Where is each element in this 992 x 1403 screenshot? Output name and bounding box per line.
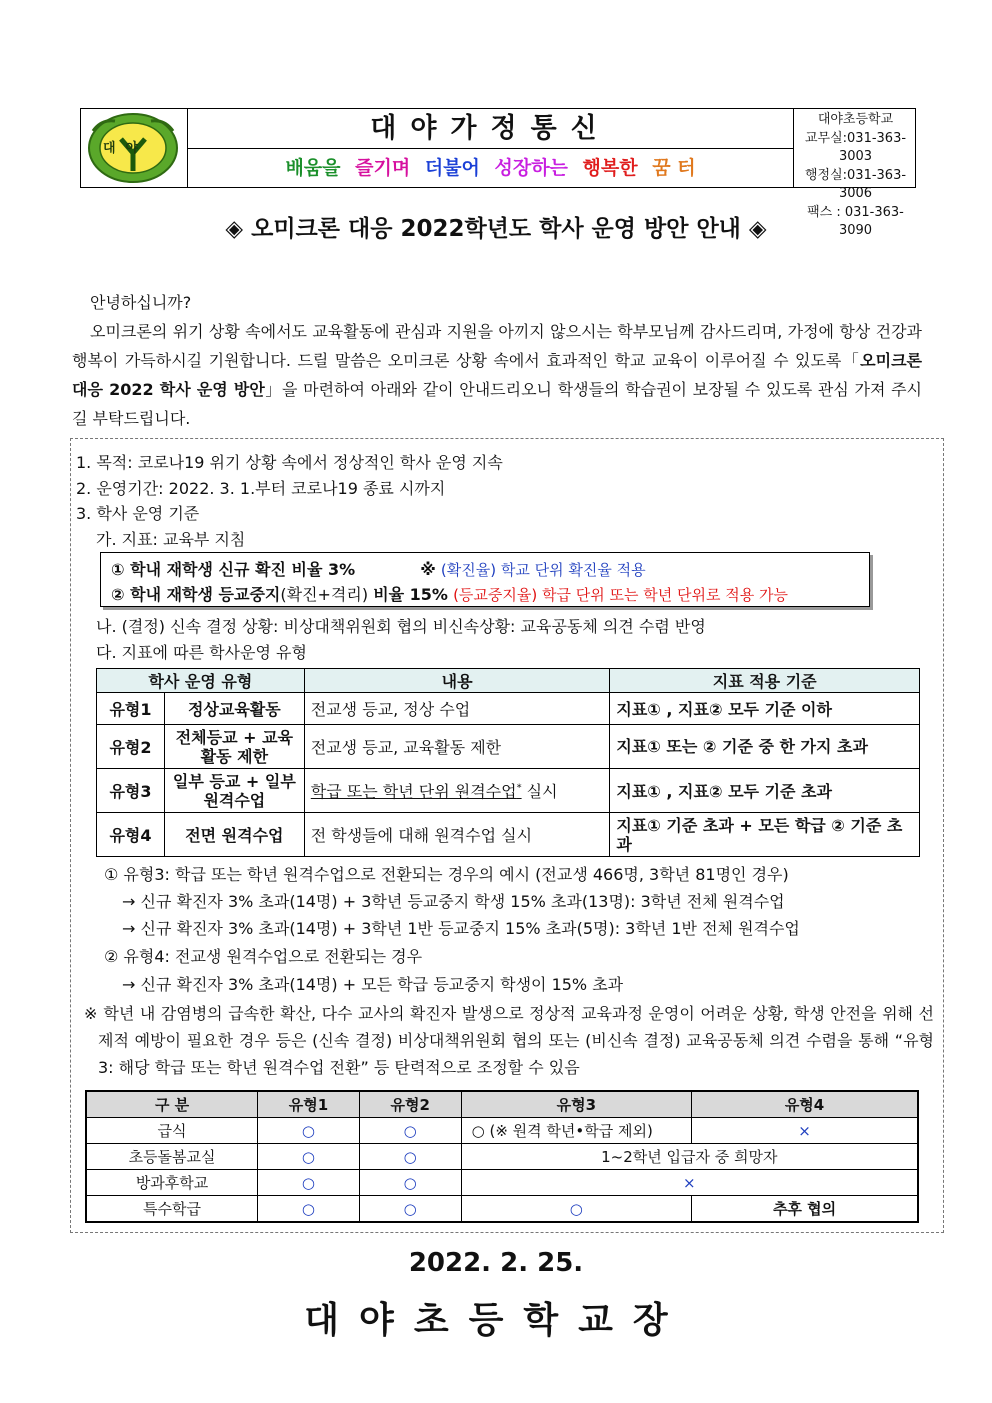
type-title: 다. 지표에 따른 학사운영 유형: [96, 643, 307, 662]
unavailable-mark: ×: [692, 1118, 918, 1144]
available-mark: ○: [359, 1118, 461, 1144]
header-category: 구 분: [86, 1091, 258, 1118]
school-name: 대야초등학교: [817, 112, 894, 127]
logo-text: 대야: [103, 141, 149, 156]
available-mark: ○: [461, 1196, 691, 1223]
purpose-line: 1. 목적: 코로나19 위기 상황 속에서 정상적인 학사 운영 지속: [76, 453, 503, 472]
type-table: [96, 668, 920, 857]
indicator-2-paren: (확진+격리): [280, 585, 369, 604]
example-1a: → 신규 확진자 3% 초과(14명) + 3학년 등교중지 학생 15% 초과(13명): 3학년 전체 원격수업: [122, 892, 785, 911]
adjustment-note: ※ 학년 내 감염병의 급속한 확산, 다수 교사의 확진자 발생으로 정상적 교육과정 운영이 어려운 상황, 학생 안전을 위해 선제적 예방이 필요한 경우 등은 (신속 결정) 비상대책위원회 협의 또는 (비신속 결정) 교육공동체 의견 수렴을 통해 “유형3: 해당 학급 또는 학년 원격수업 전환” 등 탄력적으로 조정할 수 있음: [84, 1004, 934, 1077]
type-criteria: 지표① , 지표② 모두 기준 이하: [610, 693, 920, 725]
header-type2: 유형2: [359, 1091, 461, 1118]
intro-body-bold: 오미크론 대응 2022 학사 운영 방안: [72, 351, 922, 399]
type-content: 전교생 등교, 교육활동 제한: [304, 725, 610, 769]
available-mark: ○: [359, 1196, 461, 1223]
intro-paragraph: [72, 288, 922, 433]
table-row: [86, 1196, 918, 1223]
header-criteria: 지표 적용 기준: [610, 669, 920, 693]
indicator-2-main-b: 비율 15%: [373, 585, 448, 604]
table-row: [86, 1118, 918, 1144]
period-line: 2. 운영기간: 2022. 3. 1.부터 코로나19 종료 시까지: [76, 479, 446, 498]
table-row: [97, 813, 920, 857]
type-id: 유형1: [97, 693, 165, 725]
contact-fax: 팩스 : 031-363-3090: [807, 204, 904, 238]
service-label: 방과후학교: [86, 1170, 258, 1196]
type-name: 일부 등교 + 일부 원격수업: [164, 769, 304, 813]
example-2: ② 유형4: 전교생 원격수업으로 전환되는 경우: [104, 947, 423, 966]
service-label: 특수학급: [86, 1196, 258, 1223]
type-content-mark: *: [516, 782, 522, 794]
intro-body-end: 」을 마련하여 아래와 같이 안내드리오니 학생들의 학습권이 보장될 수 있도록 관심 가져 주시길 부탁드립니다.: [72, 380, 922, 428]
criteria-line: 3. 학사 운영 기준: [76, 504, 200, 523]
slogan-word: 행복한: [582, 157, 638, 179]
table-row: [86, 1144, 918, 1170]
type-content: 전교생 등교, 정상 수업: [304, 693, 610, 725]
school-contact: [794, 109, 917, 238]
indicator-2-note: (등교중지율) 학급 단위 또는 학년 단위로 적용 가능: [453, 586, 788, 604]
greeting: 안녕하십니까?: [90, 293, 192, 312]
type-content: [304, 769, 610, 813]
type-name: 정상교육활동: [164, 693, 304, 725]
indicator-2-main-a: ② 학내 재학생 등교중지: [111, 585, 281, 604]
type-criteria: 지표① 또는 ② 기준 중 한 가지 초과: [610, 725, 920, 769]
intro-body: [72, 317, 922, 433]
type-criteria: 지표① 기준 초과 + 모든 학급 ② 기준 초과: [610, 813, 920, 857]
available-mark: ○: [359, 1144, 461, 1170]
type-table-header: [97, 669, 920, 693]
table-row: [86, 1170, 918, 1196]
type-content-tail: 실시: [521, 782, 558, 801]
available-mark: ○: [258, 1118, 360, 1144]
special-type4: 추후 협의: [692, 1196, 918, 1223]
example-2a: → 신규 확진자 3% 초과(14명) + 모든 학급 등교중지 학생이 15% 초과: [122, 975, 624, 994]
document-title: ◈ 오미크론 대응 2022학년도 학사 운영 방안 안내 ◈: [225, 216, 767, 242]
type-criteria: 지표① , 지표② 모두 기준 초과: [610, 769, 920, 813]
indicator-2: [111, 582, 788, 605]
available-mark: ○: [258, 1144, 360, 1170]
table-row: [97, 693, 920, 725]
header-type3: 유형3: [461, 1091, 691, 1118]
header-content: 내용: [304, 669, 610, 693]
school-logo: [81, 109, 188, 187]
unavailable-mark: ×: [461, 1170, 918, 1196]
service-table-header: [86, 1091, 918, 1118]
indicator-1-main: ① 학내 재학생 신규 확진 비율 3%: [111, 560, 356, 579]
type-content-underlined: [311, 782, 522, 801]
table-row: [97, 769, 920, 813]
indicator-1-note: (확진율) 학교 단위 확진율 적용: [440, 561, 646, 579]
type-id: 유형3: [97, 769, 165, 813]
principal-signature: 대야초등학교장: [304, 1300, 688, 1341]
header-center: [188, 109, 794, 187]
type-name: 전체등교 + 교육활동 제한: [164, 725, 304, 769]
slogan-word: 더불어: [424, 157, 480, 179]
intro-body-start: 오미크론의 위기 상황 속에서도 교육활동에 관심과 지원을 아끼지 않으시는 학부모님께 감사드리며, 가정에 항상 건강과 행복이 가득하시길 기원합니다. 드릴 말씀은 오미크론 상황 속에서 효과적인 학교 교육이 이루어질 수 있도록「: [72, 322, 922, 370]
meal-type3: ○ (※ 원격 학년•학급 제외): [461, 1118, 691, 1144]
type-content: 전 학생들에 대해 원격수업 실시: [304, 813, 610, 857]
available-mark: ○: [258, 1196, 360, 1223]
slogan-word: 배움을: [285, 157, 341, 179]
available-mark: ○: [258, 1170, 360, 1196]
contact-admin: 행정실:031-363-3006: [804, 167, 907, 201]
example-1: ① 유형3: 학급 또는 학년 원격수업으로 전환되는 경우의 예시 (전교생 466명, 3학년 81명인 경우): [104, 865, 789, 884]
decision-line: 나. (결정) 신속 결정 상황: 비상대책위원회 협의 비신속상황: 교육공동체 의견 수렴 반영: [96, 617, 706, 636]
slogan-word: 꿈 터: [652, 157, 696, 179]
header-type: 학사 운영 유형: [97, 669, 305, 693]
school-slogan: [188, 149, 793, 189]
table-row: [97, 725, 920, 769]
indicator-1-note-mark: ※: [420, 560, 436, 579]
header-type1: 유형1: [258, 1091, 360, 1118]
indicator-box: [100, 552, 870, 607]
slogan-word: 즐기며: [355, 157, 411, 179]
service-label: 초등돌봄교실: [86, 1144, 258, 1170]
example-1b: → 신규 확진자 3% 초과(14명) + 3학년 1반 등교중지 15% 초과(5명): 3학년 1반 전체 원격수업: [122, 919, 800, 938]
newsletter-title: 대야가정통신: [188, 109, 793, 149]
type-id: 유형4: [97, 813, 165, 857]
service-table: [85, 1090, 919, 1223]
care-type34: 1~2학년 입급자 중 희망자: [461, 1144, 918, 1170]
contact-office: 교무실:031-363-3003: [804, 130, 907, 164]
indicator-title: 가. 지표: 교육부 지침: [96, 530, 246, 549]
indicator-1: [111, 557, 646, 580]
issue-date: 2022. 2. 25.: [408, 1248, 584, 1278]
type-id: 유형2: [97, 725, 165, 769]
available-mark: ○: [359, 1170, 461, 1196]
type-name: 전면 원격수업: [164, 813, 304, 857]
header-type4: 유형4: [692, 1091, 918, 1118]
slogan-word: 성장하는: [494, 157, 568, 179]
type-content-text: 학급 또는 학년 단위 원격수업: [310, 782, 517, 801]
service-label: 급식: [86, 1118, 258, 1144]
